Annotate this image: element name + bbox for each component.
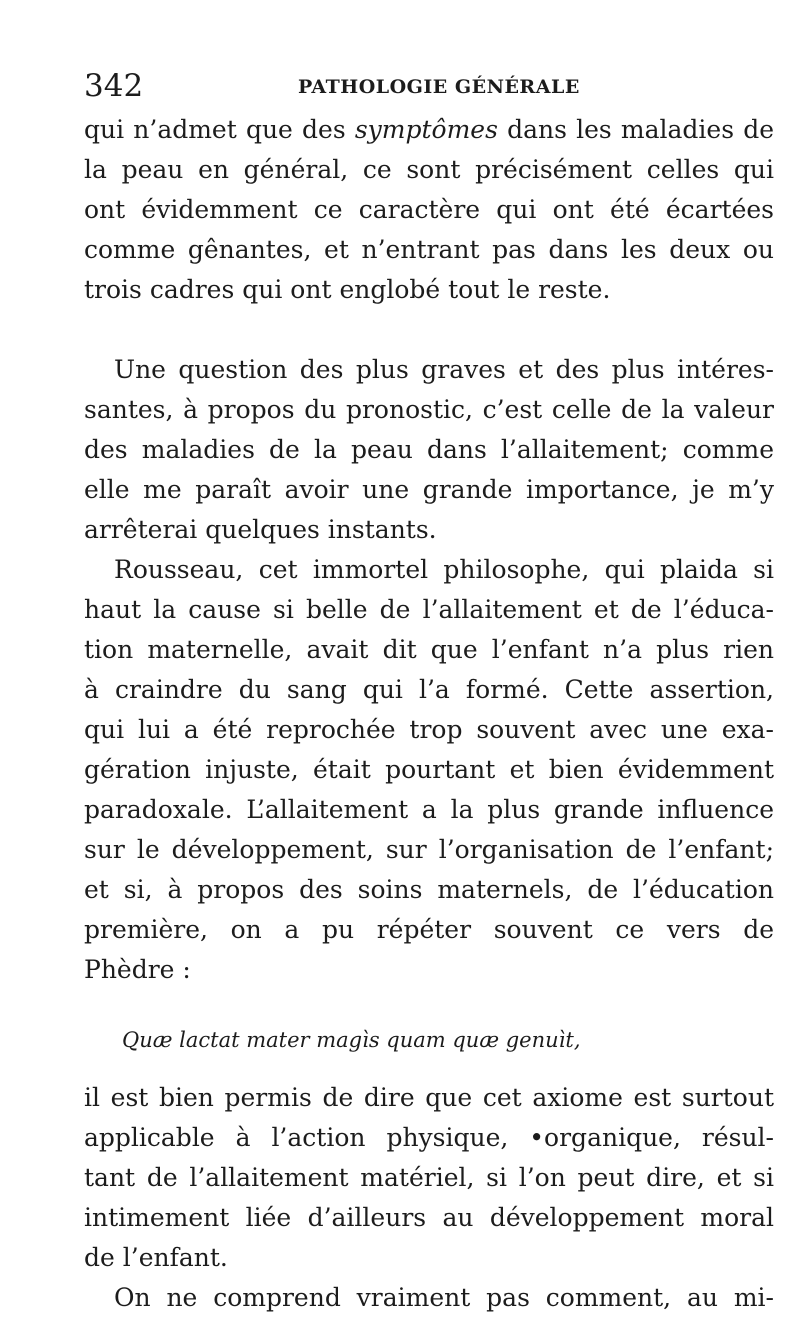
text-line: Phèdre : xyxy=(84,955,191,984)
text-line: Rousseau, cet immortel philosophe, qui plaida si xyxy=(114,555,774,584)
text-line: ont évidemment ce caractère qui ont été écartées xyxy=(84,195,774,224)
text-line: des maladies de la peau dans l’allaitement; comme xyxy=(84,435,774,464)
paragraph-4 xyxy=(84,1078,774,1278)
text-line: paradoxale. L’allaitement a la plus grande influence xyxy=(84,795,774,824)
quotation-verse: Quæ lactat mater magìs quam quæ genuìt, xyxy=(122,1028,581,1052)
text-segment: dans les maladies de xyxy=(497,115,774,144)
text-line: première, on a pu répéter souvent ce vers de xyxy=(84,915,774,944)
text-line: et si, à propos des soins maternels, de l’éducation xyxy=(84,875,774,904)
text-line: haut la cause si belle de l’allaitement et de l’éduca- xyxy=(84,595,774,624)
text-line: tion maternelle, avait dit que l’enfant n’a plus rien xyxy=(84,635,774,664)
page-header xyxy=(84,66,764,106)
text-line: comme gênantes, et n’entrant pas dans les deux ou xyxy=(84,235,774,264)
text-line: sur le développement, sur l’organisation de l’enfant; xyxy=(84,835,774,864)
page-number: 342 xyxy=(84,68,144,104)
text-line: santes, à propos du pronostic, c’est celle de la valeur xyxy=(84,395,774,424)
paragraph-3 xyxy=(84,550,774,990)
text-line: gération injuste, était pourtant et bien évidemment xyxy=(84,755,774,784)
text-line: arrêterai quelques instants. xyxy=(84,515,437,544)
text-line: On ne comprend vraiment pas comment, au mi- xyxy=(114,1283,774,1312)
text-line: qui lui a été reprochée trop souvent avec une exa- xyxy=(84,715,774,744)
text-segment: qui n’admet que des xyxy=(84,115,355,144)
text-line: intimement liée d’ailleurs au développement moral xyxy=(84,1203,774,1232)
text-line: la peau en général, ce sont précisément celles qui xyxy=(84,155,774,184)
text-line: il est bien permis de dire que cet axiome est surtout xyxy=(84,1083,774,1112)
italic-term: symptômes xyxy=(354,115,498,144)
text-line: de l’enfant. xyxy=(84,1243,228,1272)
text-line xyxy=(84,110,774,150)
text-line: tant de l’allaitement matériel, si l’on peut dire, et si xyxy=(84,1163,774,1192)
paragraph-spacer xyxy=(84,310,774,350)
paragraph-1 xyxy=(84,110,774,310)
text-line: elle me paraît avoir une grande importance, je m’y xyxy=(84,475,774,504)
text-line: applicable à l’action physique, •organique, résul- xyxy=(84,1123,774,1152)
body-text xyxy=(84,110,774,1318)
paragraph-5 xyxy=(84,1278,774,1318)
paragraph-2 xyxy=(84,350,774,550)
text-line: trois cadres qui ont englobé tout le reste. xyxy=(84,275,611,304)
running-title: PATHOLOGIE GÉNÉRALE xyxy=(298,76,580,98)
text-line: Une question des plus graves et des plus intéres- xyxy=(114,355,774,384)
text-line: à craindre du sang qui l’a formé. Cette assertion, xyxy=(84,675,774,704)
